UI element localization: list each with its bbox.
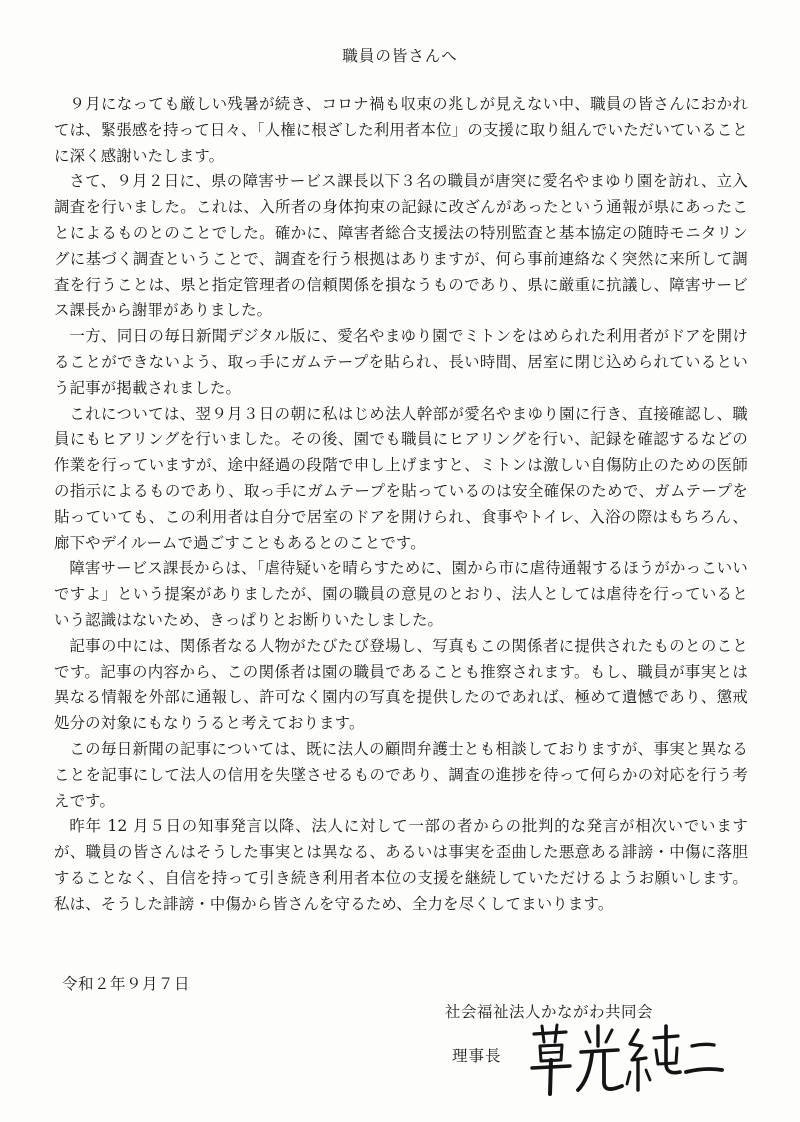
letter-date: 令和２年９月７日 — [62, 975, 191, 993]
paragraph: 障害サービス課長からは、「虐待疑いを晴らすために、園から市に虐待通報するほうがかっこいいですよ」という提案がありましたが、園の職員の意見のとおり、法人としては虐待を行っているという認識はないため、きっぱりとお断りいたしました。 — [54, 559, 748, 629]
paragraph: さて、９月２日に、県の障害サービス課長以下３名の職員が唐突に愛名やまゆり園を訪れ、立入調査を行いました。これは、入所者の身体拘束の記録に改ざんがあったという通報が県にあったことによるものとのことでした。確かに、障害者総合支援法の特別監査と基本協定の随時モニタリングに基づく調査ということで、調査を行う根拠はありますが、何ら事前連絡なく突然に来所して調査を行うことは、県と指定管理者の信頼関係を損なうものであり、県に厳重に抗議し、障害サービス課長から謝罪がありました。 — [54, 172, 748, 320]
paragraph: 記事の中には、関係者なる人物がたびたび登場し、写真もこの関係者に提供されたものとのことです。記事の内容から、この関係者は園の職員であることも推察されます。もし、職員が事実とは異なる情報を外部に通報し、許可なく園内の写真を提供したのであれば、極めて遺憾であり、懲戒処分の対象にもなりうると考えております。 — [54, 636, 748, 733]
handwritten-signature — [526, 1020, 726, 1098]
signatory-role: 理事長 — [452, 1047, 502, 1065]
paragraph: ９月になっても厳しい残暑が続き、コロナ禍も収束の兆しが見えない中、職員の皆さんにおかれては、緊張感を持って日々、「人権に根ざした利用者本位」の支援に取り組んでいただいていることに深く感謝いたします。 — [54, 95, 748, 165]
paragraph: この毎日新聞の記事については、既に法人の顧問弁護士とも相談しておりますが、事実と異なることを記事にして法人の信用を失墜させるものであり、調査の進捗を待って何らかの対応を行う考えです。 — [54, 739, 748, 810]
organization-name: 社会福祉法人かながわ共同会 — [445, 1003, 654, 1021]
letter-body — [54, 92, 748, 918]
paragraph: 一方、同日の毎日新聞デジタル版に、愛名やまゆり園でミトンをはめられた利用者がドアを開けることができないよう、取っ手にガムテープを貼られ、長い時間、居室に閉じ込められているという記事が掲載されました。 — [54, 327, 748, 397]
paragraph: 昨年 12 月５日の知事発言以降、法人に対して一部の者からの批判的な発言が相次いでいますが、職員の皆さんはそうした事実とは異なる、あるいは事実を歪曲した悪意ある誹謗・中傷に落胆することなく、自信を持って引き続き利用者本位の支援を継続していただけるようお願いします。私は、そうした誹謗・中傷から皆さんを守るため、全力を尽くしてまいります。 — [54, 817, 748, 913]
paragraph: これについては、翌９月３日の朝に私はじめ法人幹部が愛名やまゆり園に行き、直接確認し、職員にもヒアリングを行いました。その後、園でも職員にヒアリングを行い、記録を確認するなどの作業を行っていますが、途中経過の段階で申し上げますと、ミトンは激しい自傷防止のための医師の指示によるものであり、取っ手にガムテープを貼っているのは安全確保のためで、ガムテープを貼っていても、この利用者は自分で居室のドアを開けられ、食事やトイレ、入浴の際はもちろん、廊下やデイルームで過ごすこともあるとのことです。 — [54, 404, 748, 552]
letter-title: 職員の皆さんへ — [342, 47, 458, 65]
